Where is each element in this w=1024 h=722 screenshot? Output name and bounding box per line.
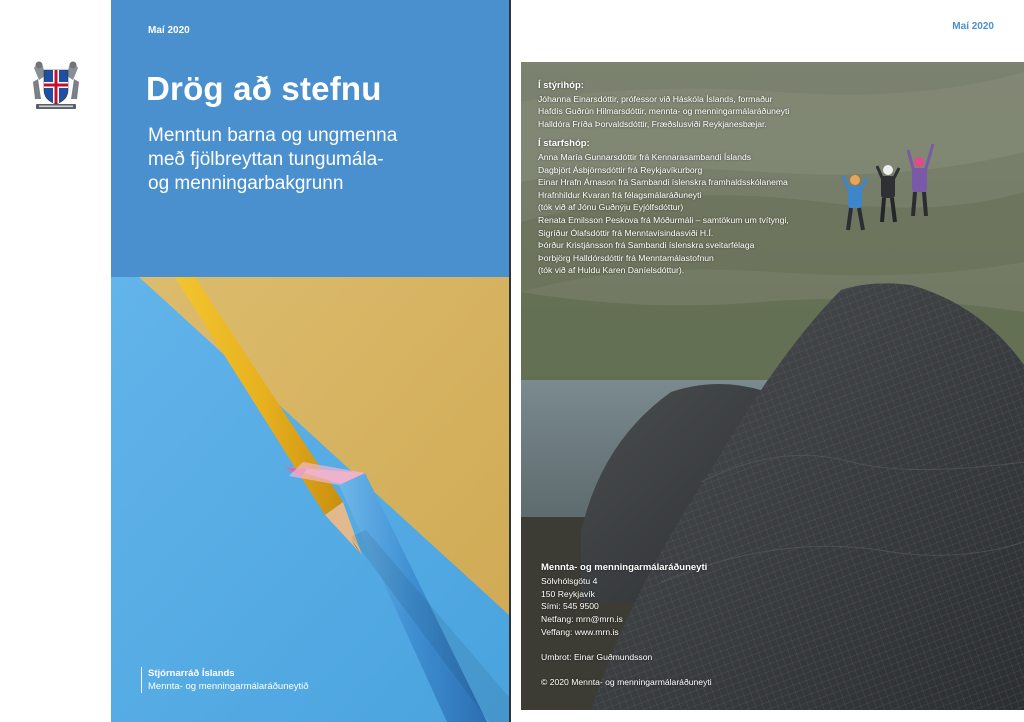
subtitle-line: og menningarbakgrunn <box>148 173 344 194</box>
working-group-member: Anna María Gunnarsdóttir frá Kennarasambandi Íslands <box>538 151 752 162</box>
contact-phone: Sími: 545 9500 <box>541 601 599 612</box>
working-group-member: (tók við af Huldu Karen Daníelsdóttur). <box>538 265 685 276</box>
working-group-member: (tók við af Jónu Guðnýju Eyjólfsdóttur) <box>538 202 684 213</box>
publisher-block <box>141 667 309 693</box>
working-group-member: Sigríður Ólafsdóttir frá Menntavísindasviði H.Í. <box>538 227 714 238</box>
spacer <box>541 664 712 676</box>
coat-of-arms-icon <box>30 58 82 112</box>
working-group-member: Einar Hrafn Árnason frá Sambandi íslenskra framhaldsskólanema <box>538 177 788 188</box>
cover-title: Drög að stefnu <box>146 70 382 107</box>
contact-street: Sölvhólsgötu 4 <box>541 575 598 586</box>
steering-group-member: Halldóra Fríða Þorvaldsdóttir, Fræðslusviði Reykjanesbæjar. <box>538 118 767 129</box>
subtitle-line: Menntun barna og ungmenna <box>148 125 398 146</box>
working-group-member: Dagbjört Ásbjörnsdóttir frá Reykjavíkurborg <box>538 164 703 175</box>
credits-block <box>538 80 789 277</box>
working-group-member: Þórður Kristjánsson frá Sambandi íslenskra sveitarfélaga <box>538 240 755 251</box>
copyright: © 2020 Mennta- og menningarmálaráðuneyti <box>541 676 712 687</box>
colophon-page <box>511 0 1024 722</box>
colophon-date: Maí 2020 <box>952 21 994 32</box>
working-group-member: Renata Emilsson Peskova frá Móðurmáli – samtökum um tvítyngi, <box>538 214 789 225</box>
subtitle-line: með fjölbreyttan tungumála- <box>148 149 384 170</box>
contact-web: Veffang: www.mrn.is <box>541 626 619 637</box>
contact-org: Mennta- og menningarmálaráðuneyti <box>541 562 708 573</box>
working-group-heading: Í starfshóp: <box>538 138 590 150</box>
publisher-ministry: Mennta- og menningarmálaráðuneytið <box>148 681 309 692</box>
layout-credit: Umbrot: Einar Guðmundsson <box>541 651 653 662</box>
cover-date: Maí 2020 <box>148 25 190 36</box>
working-group-member: Hrafnhildur Kvaran frá félagsmálaráðuneyti <box>538 189 702 200</box>
pencils-photo <box>111 277 509 722</box>
spacer <box>541 639 712 651</box>
cover-page <box>0 0 509 722</box>
steering-group-heading: Í stýrihóp: <box>538 80 584 91</box>
publisher-name: Stjórnarráð Íslands <box>148 668 235 679</box>
cover-subtitle <box>148 124 468 196</box>
steering-group-member: Jóhanna Einarsdóttir, prófessor við Háskóla Íslands, formaður <box>538 93 773 104</box>
steering-group-member: Hafdís Guðrún Hilmarsdóttir, mennta- og menningarmálaráðuneyti <box>538 106 790 117</box>
contact-city: 150 Reykjavík <box>541 588 595 599</box>
contact-email: Netfang: mrn@mrn.is <box>541 614 623 625</box>
contact-block <box>541 562 712 688</box>
working-group-member: Þorbjörg Halldórsdóttir frá Menntamálastofnun <box>538 252 714 263</box>
